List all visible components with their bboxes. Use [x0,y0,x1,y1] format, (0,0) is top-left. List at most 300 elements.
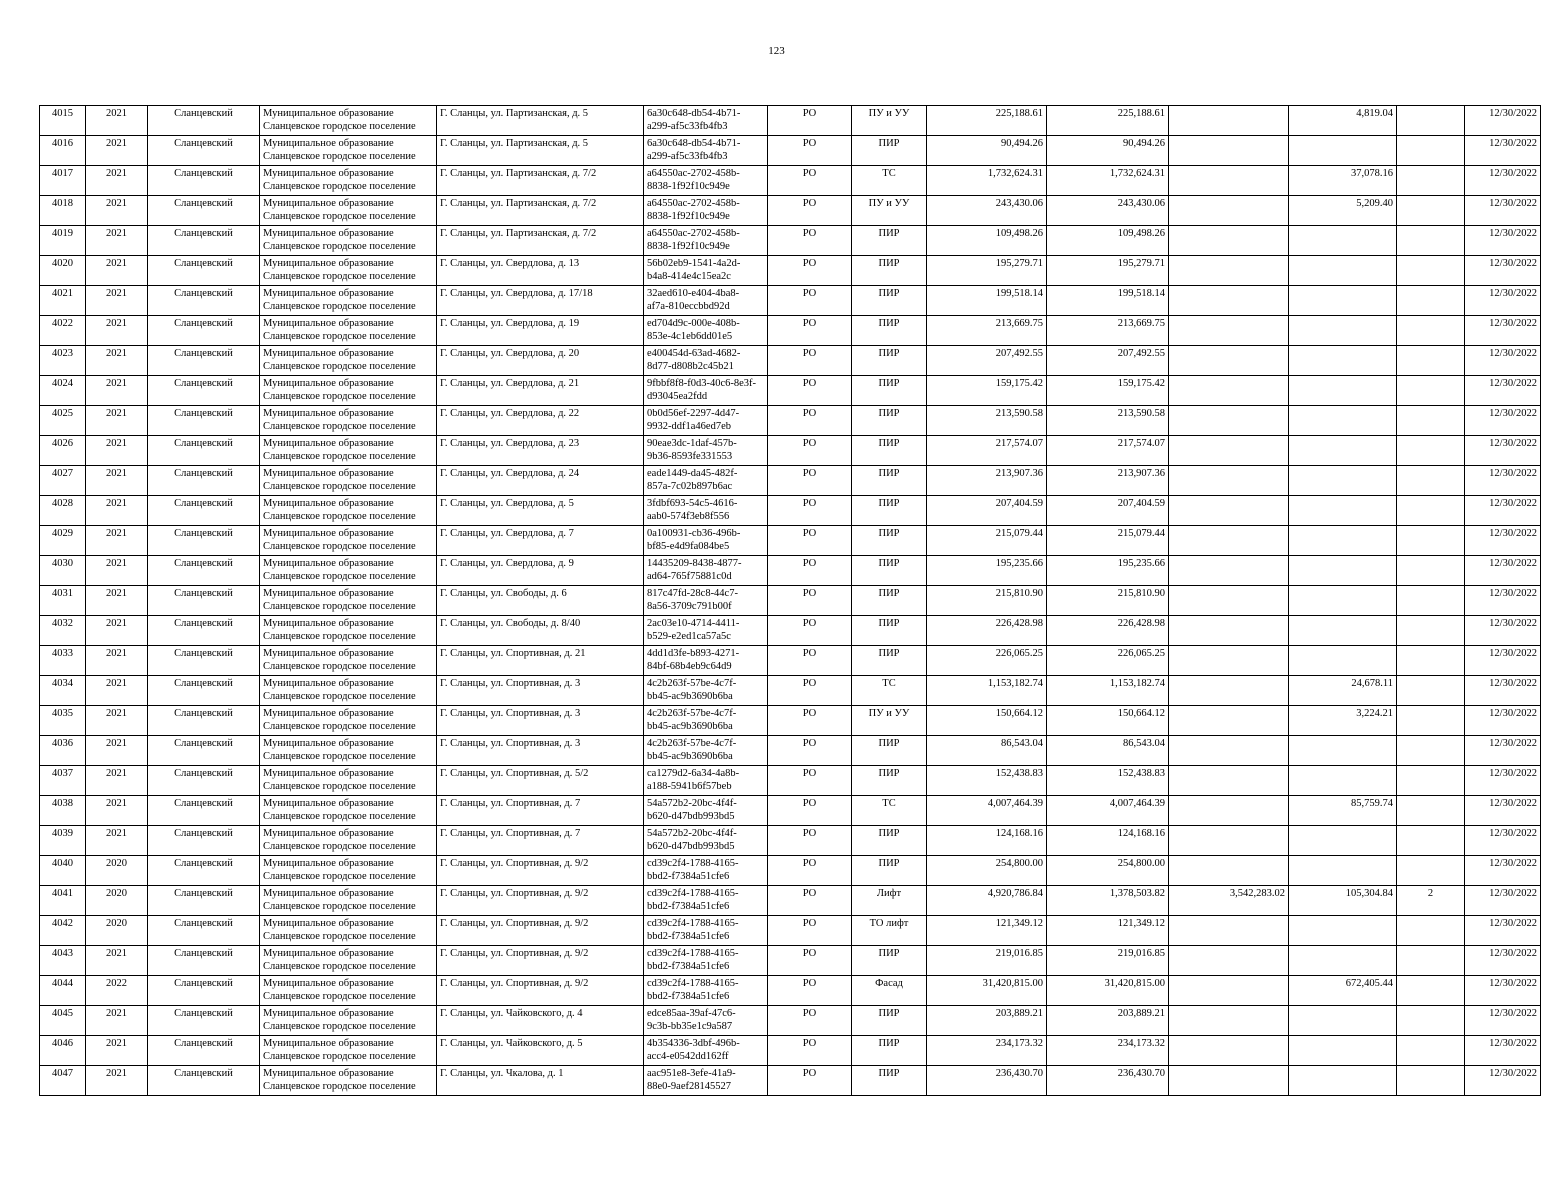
cell-count [1397,556,1465,586]
cell-date: 12/30/2022 [1465,136,1541,166]
cell-district: Сланцевский [148,886,260,916]
cell-extra-amount [1289,556,1397,586]
cell-district: Сланцевский [148,286,260,316]
cell-source: РО [768,346,852,376]
cell-source: РО [768,496,852,526]
cell-number: 4030 [40,556,86,586]
cell-extra-amount [1289,226,1397,256]
cell-year: 2021 [86,106,148,136]
cell-municipality-line: Сланцевское городское поселение [263,391,416,402]
cell-district: Сланцевский [148,646,260,676]
cell-municipality-line: Муниципальное образование [263,978,394,989]
cell-source: РО [768,796,852,826]
cell-house-guid-line: 84bf-68b4eb9c64d9 [647,661,732,672]
cell-house-guid [644,436,768,466]
cell-municipality [260,886,437,916]
cell-house-guid-line: cd39c2f4-1788-4165- [647,888,739,899]
cell-fund-amount: 226,428.98 [1047,616,1169,646]
cell-count [1397,1066,1465,1096]
cell-year: 2021 [86,526,148,556]
cell-total-cost: 254,800.00 [927,856,1047,886]
cell-municipality-line: Муниципальное образование [263,798,394,809]
cell-municipality-line: Сланцевское городское поселение [263,721,416,732]
cell-house-guid-line: 56b02eb9-1541-4a2d- [647,258,741,269]
cell-date: 12/30/2022 [1465,556,1541,586]
cell-fund-amount: 86,543.04 [1047,736,1169,766]
cell-municipality [260,376,437,406]
cell-house-guid-line: a299-af5c33fb4fb3 [647,151,728,162]
cell-number: 4032 [40,616,86,646]
cell-number: 4035 [40,706,86,736]
cell-year: 2021 [86,1036,148,1066]
cell-fund-amount: 1,732,624.31 [1047,166,1169,196]
cell-extra-amount [1289,646,1397,676]
cell-count [1397,286,1465,316]
cell-fund-amount: 152,438.83 [1047,766,1169,796]
cell-count [1397,226,1465,256]
table-row [40,406,1541,436]
cell-district: Сланцевский [148,766,260,796]
cell-work-type: ПИР [852,1036,927,1066]
cell-municipality-line: Муниципальное образование [263,768,394,779]
cell-address: Г. Сланцы, ул. Свердлова, д. 5 [437,496,644,526]
cell-source: РО [768,976,852,1006]
cell-number: 4023 [40,346,86,376]
cell-count [1397,166,1465,196]
table-row [40,436,1541,466]
cell-date: 12/30/2022 [1465,436,1541,466]
cell-house-guid [644,196,768,226]
cell-count [1397,736,1465,766]
cell-house-guid [644,316,768,346]
cell-other-amount [1169,316,1289,346]
cell-district: Сланцевский [148,466,260,496]
cell-municipality [260,466,437,496]
cell-municipality-line: Муниципальное образование [263,198,394,209]
cell-municipality-line: Муниципальное образование [263,828,394,839]
cell-fund-amount: 109,498.26 [1047,226,1169,256]
cell-source: РО [768,946,852,976]
cell-year: 2021 [86,376,148,406]
cell-other-amount [1169,466,1289,496]
cell-address: Г. Сланцы, ул. Партизанская, д. 5 [437,106,644,136]
cell-house-guid [644,736,768,766]
cell-date: 12/30/2022 [1465,796,1541,826]
cell-number: 4038 [40,796,86,826]
cell-source: РО [768,766,852,796]
cell-source: РО [768,586,852,616]
cell-municipality-line: Сланцевское городское поселение [263,331,416,342]
cell-count [1397,706,1465,736]
cell-house-guid [644,676,768,706]
table-row [40,1006,1541,1036]
cell-other-amount [1169,166,1289,196]
cell-other-amount [1169,406,1289,436]
cell-source: РО [768,436,852,466]
cell-house-guid [644,826,768,856]
cell-house-guid [644,226,768,256]
cell-address: Г. Сланцы, ул. Свердлова, д. 23 [437,436,644,466]
cell-municipality-line: Сланцевское городское поселение [263,601,416,612]
cell-house-guid [644,586,768,616]
cell-house-guid [644,1006,768,1036]
cell-other-amount [1169,256,1289,286]
cell-extra-amount [1289,136,1397,166]
registry-table [39,105,1541,1096]
cell-district: Сланцевский [148,136,260,166]
cell-extra-amount [1289,526,1397,556]
cell-date: 12/30/2022 [1465,1066,1541,1096]
cell-work-type: ПИР [852,556,927,586]
cell-count [1397,826,1465,856]
cell-municipality [260,226,437,256]
table-row [40,136,1541,166]
cell-count [1397,136,1465,166]
cell-municipality [260,826,437,856]
cell-work-type: ПИР [852,406,927,436]
cell-municipality [260,556,437,586]
cell-district: Сланцевский [148,976,260,1006]
cell-total-cost: 217,574.07 [927,436,1047,466]
cell-fund-amount: 121,349.12 [1047,916,1169,946]
cell-municipality [260,316,437,346]
cell-date: 12/30/2022 [1465,826,1541,856]
cell-district: Сланцевский [148,916,260,946]
cell-date: 12/30/2022 [1465,946,1541,976]
cell-count [1397,676,1465,706]
cell-extra-amount [1289,586,1397,616]
cell-extra-amount [1289,826,1397,856]
cell-address: Г. Сланцы, ул. Свердлова, д. 9 [437,556,644,586]
cell-extra-amount [1289,856,1397,886]
cell-address: Г. Сланцы, ул. Партизанская, д. 7/2 [437,226,644,256]
cell-year: 2021 [86,676,148,706]
cell-total-cost: 215,810.90 [927,586,1047,616]
cell-house-guid [644,526,768,556]
cell-fund-amount: 199,518.14 [1047,286,1169,316]
cell-house-guid-line: 88e0-9aef28145527 [647,1081,731,1092]
cell-house-guid-line: 3fdbf693-54c5-4616- [647,498,738,509]
cell-count: 2 [1397,886,1465,916]
cell-fund-amount: 203,889.21 [1047,1006,1169,1036]
cell-municipality-line: Муниципальное образование [263,1008,394,1019]
cell-source: РО [768,916,852,946]
cell-source: РО [768,466,852,496]
cell-address: Г. Сланцы, ул. Партизанская, д. 5 [437,136,644,166]
cell-fund-amount: 159,175.42 [1047,376,1169,406]
cell-municipality [260,706,437,736]
cell-district: Сланцевский [148,1036,260,1066]
cell-address: Г. Сланцы, ул. Свердлова, д. 20 [437,346,644,376]
cell-address: Г. Сланцы, ул. Свердлова, д. 7 [437,526,644,556]
cell-number: 4020 [40,256,86,286]
cell-house-guid-line: a188-5941b6f57beb [647,781,732,792]
cell-municipality [260,436,437,466]
cell-other-amount [1169,376,1289,406]
cell-municipality [260,736,437,766]
cell-number: 4021 [40,286,86,316]
cell-year: 2021 [86,316,148,346]
cell-house-guid [644,646,768,676]
cell-house-guid-line: a64550ac-2702-458b- [647,168,740,179]
cell-date: 12/30/2022 [1465,706,1541,736]
cell-work-type: ПИР [852,226,927,256]
cell-work-type: ПИР [852,466,927,496]
cell-number: 4015 [40,106,86,136]
cell-municipality [260,676,437,706]
cell-municipality [260,106,437,136]
cell-other-amount [1169,496,1289,526]
cell-source: РО [768,106,852,136]
cell-extra-amount [1289,736,1397,766]
cell-municipality-line: Сланцевское городское поселение [263,961,416,972]
cell-address: Г. Сланцы, ул. Партизанская, д. 7/2 [437,196,644,226]
cell-district: Сланцевский [148,796,260,826]
cell-house-guid-line: 817c47fd-28c8-44c7- [647,588,738,599]
cell-municipality-line: Муниципальное образование [263,258,394,269]
cell-municipality-line: Сланцевское городское поселение [263,811,416,822]
cell-work-type: ПИР [852,586,927,616]
cell-number: 4033 [40,646,86,676]
cell-fund-amount: 31,420,815.00 [1047,976,1169,1006]
cell-work-type: ПИР [852,856,927,886]
cell-house-guid-line: 4c2b263f-57be-4c7f- [647,678,737,689]
cell-total-cost: 199,518.14 [927,286,1047,316]
cell-address: Г. Сланцы, ул. Свердлова, д. 19 [437,316,644,346]
cell-total-cost: 215,079.44 [927,526,1047,556]
cell-work-type: ТС [852,796,927,826]
cell-district: Сланцевский [148,706,260,736]
cell-house-guid-line: 54a572b2-20bc-4f4f- [647,828,737,839]
cell-district: Сланцевский [148,946,260,976]
cell-municipality-line: Муниципальное образование [263,948,394,959]
cell-municipality-line: Муниципальное образование [263,348,394,359]
cell-house-guid-line: 6a30c648-db54-4b71- [647,108,741,119]
cell-work-type: ПИР [852,316,927,346]
cell-total-cost: 207,492.55 [927,346,1047,376]
cell-house-guid-line: 8838-1f92f10c949e [647,181,730,192]
cell-address: Г. Сланцы, ул. Свердлова, д. 21 [437,376,644,406]
cell-municipality-line: Сланцевское городское поселение [263,1021,416,1032]
cell-address: Г. Сланцы, ул. Свердлова, д. 17/18 [437,286,644,316]
table-row [40,916,1541,946]
cell-total-cost: 203,889.21 [927,1006,1047,1036]
cell-district: Сланцевский [148,376,260,406]
cell-house-guid-line: bb45-ac9b3690b6ba [647,751,733,762]
cell-date: 12/30/2022 [1465,376,1541,406]
table-row [40,496,1541,526]
cell-house-guid [644,976,768,1006]
cell-municipality-line: Муниципальное образование [263,558,394,569]
cell-municipality-line: Сланцевское городское поселение [263,211,416,222]
table-row [40,196,1541,226]
cell-municipality [260,946,437,976]
cell-address: Г. Сланцы, ул. Свободы, д. 8/40 [437,616,644,646]
cell-source: РО [768,196,852,226]
cell-house-guid-line: 9b36-8593fe331553 [647,451,733,462]
cell-extra-amount [1289,256,1397,286]
cell-house-guid [644,376,768,406]
cell-house-guid-line: cd39c2f4-1788-4165- [647,858,739,869]
cell-district: Сланцевский [148,256,260,286]
table-row [40,676,1541,706]
cell-extra-amount [1289,316,1397,346]
cell-extra-amount [1289,916,1397,946]
cell-house-guid [644,106,768,136]
cell-source: РО [768,166,852,196]
cell-house-guid-line: d93045ea2fdd [647,391,708,402]
cell-work-type: ПИР [852,616,927,646]
cell-extra-amount: 672,405.44 [1289,976,1397,1006]
cell-municipality-line: Муниципальное образование [263,648,394,659]
cell-number: 4037 [40,766,86,796]
cell-district: Сланцевский [148,826,260,856]
cell-house-guid [644,616,768,646]
cell-municipality-line: Сланцевское городское поселение [263,991,416,1002]
cell-work-type: ПИР [852,346,927,376]
cell-house-guid-line: 8838-1f92f10c949e [647,211,730,222]
cell-source: РО [768,856,852,886]
cell-district: Сланцевский [148,616,260,646]
cell-year: 2021 [86,286,148,316]
cell-municipality-line: Сланцевское городское поселение [263,271,416,282]
cell-work-type: ТС [852,676,927,706]
cell-count [1397,586,1465,616]
cell-fund-amount: 195,235.66 [1047,556,1169,586]
cell-year: 2021 [86,466,148,496]
cell-work-type: ТО лифт [852,916,927,946]
cell-municipality-line: Сланцевское городское поселение [263,151,416,162]
cell-house-guid-line: 4c2b263f-57be-4c7f- [647,708,737,719]
cell-municipality-line: Муниципальное образование [263,228,394,239]
cell-municipality-line: Муниципальное образование [263,1068,394,1079]
cell-source: РО [768,616,852,646]
cell-house-guid [644,256,768,286]
cell-year: 2021 [86,196,148,226]
cell-municipality [260,346,437,376]
cell-number: 4029 [40,526,86,556]
cell-number: 4031 [40,586,86,616]
cell-other-amount [1169,796,1289,826]
cell-municipality-line: Муниципальное образование [263,738,394,749]
cell-municipality-line: Сланцевское городское поселение [263,451,416,462]
cell-other-amount [1169,946,1289,976]
cell-count [1397,196,1465,226]
cell-district: Сланцевский [148,1066,260,1096]
cell-municipality-line: Сланцевское городское поселение [263,571,416,582]
cell-extra-amount [1289,1036,1397,1066]
cell-work-type: ПИР [852,136,927,166]
cell-work-type: ПИР [852,766,927,796]
cell-fund-amount: 236,430.70 [1047,1066,1169,1096]
cell-municipality [260,526,437,556]
cell-count [1397,946,1465,976]
cell-year: 2021 [86,406,148,436]
cell-total-cost: 109,498.26 [927,226,1047,256]
cell-other-amount [1169,586,1289,616]
cell-work-type: Фасад [852,976,927,1006]
cell-fund-amount: 226,065.25 [1047,646,1169,676]
cell-house-guid-line: 853e-4c1eb6dd01e5 [647,331,733,342]
cell-municipality [260,166,437,196]
cell-count [1397,376,1465,406]
cell-extra-amount [1289,346,1397,376]
cell-municipality-line: Муниципальное образование [263,1038,394,1049]
cell-date: 12/30/2022 [1465,856,1541,886]
cell-municipality-line: Сланцевское городское поселение [263,841,416,852]
cell-count [1397,916,1465,946]
cell-other-amount [1169,976,1289,1006]
cell-district: Сланцевский [148,226,260,256]
cell-house-guid-line: aac951e8-3efe-41a9- [647,1068,736,1079]
cell-fund-amount: 207,404.59 [1047,496,1169,526]
cell-house-guid [644,916,768,946]
cell-extra-amount: 105,304.84 [1289,886,1397,916]
cell-municipality-line: Сланцевское городское поселение [263,751,416,762]
cell-municipality [260,586,437,616]
cell-year: 2021 [86,616,148,646]
cell-address: Г. Сланцы, ул. Партизанская, д. 7/2 [437,166,644,196]
cell-house-guid-line: ad64-765f75881c0d [647,571,732,582]
cell-number: 4022 [40,316,86,346]
cell-house-guid [644,1036,768,1066]
cell-total-cost: 219,016.85 [927,946,1047,976]
cell-house-guid-line: bbd2-f7384a51cfe6 [647,991,730,1002]
cell-total-cost: 226,065.25 [927,646,1047,676]
cell-count [1397,526,1465,556]
cell-house-guid-line: e400454d-63ad-4682- [647,348,741,359]
cell-house-guid [644,166,768,196]
cell-address: Г. Сланцы, ул. Спортивная, д. 9/2 [437,856,644,886]
cell-count [1397,646,1465,676]
cell-year: 2021 [86,256,148,286]
cell-total-cost: 86,543.04 [927,736,1047,766]
cell-house-guid-line: 14435209-8438-4877- [647,558,742,569]
cell-municipality-line: Сланцевское городское поселение [263,181,416,192]
cell-source: РО [768,556,852,586]
cell-source: РО [768,316,852,346]
cell-year: 2021 [86,226,148,256]
cell-municipality-line: Муниципальное образование [263,888,394,899]
cell-number: 4027 [40,466,86,496]
cell-date: 12/30/2022 [1465,916,1541,946]
cell-house-guid-line: bb45-ac9b3690b6ba [647,691,733,702]
cell-house-guid-line: bbd2-f7384a51cfe6 [647,901,730,912]
cell-total-cost: 225,188.61 [927,106,1047,136]
cell-year: 2020 [86,856,148,886]
table-row [40,646,1541,676]
cell-other-amount [1169,556,1289,586]
cell-source: РО [768,136,852,166]
cell-source: РО [768,226,852,256]
cell-address: Г. Сланцы, ул. Спортивная, д. 9/2 [437,946,644,976]
cell-count [1397,796,1465,826]
cell-year: 2021 [86,436,148,466]
cell-number: 4036 [40,736,86,766]
cell-fund-amount: 207,492.55 [1047,346,1169,376]
cell-extra-amount [1289,1006,1397,1036]
cell-work-type: ПИР [852,376,927,406]
cell-source: РО [768,376,852,406]
cell-total-cost: 90,494.26 [927,136,1047,166]
cell-number: 4028 [40,496,86,526]
cell-house-guid-line: 9c3b-bb35e1c9a587 [647,1021,733,1032]
cell-work-type: ПИР [852,496,927,526]
cell-work-type: ПИР [852,526,927,556]
cell-address: Г. Сланцы, ул. Чкалова, д. 1 [437,1066,644,1096]
cell-house-guid [644,766,768,796]
cell-count [1397,406,1465,436]
